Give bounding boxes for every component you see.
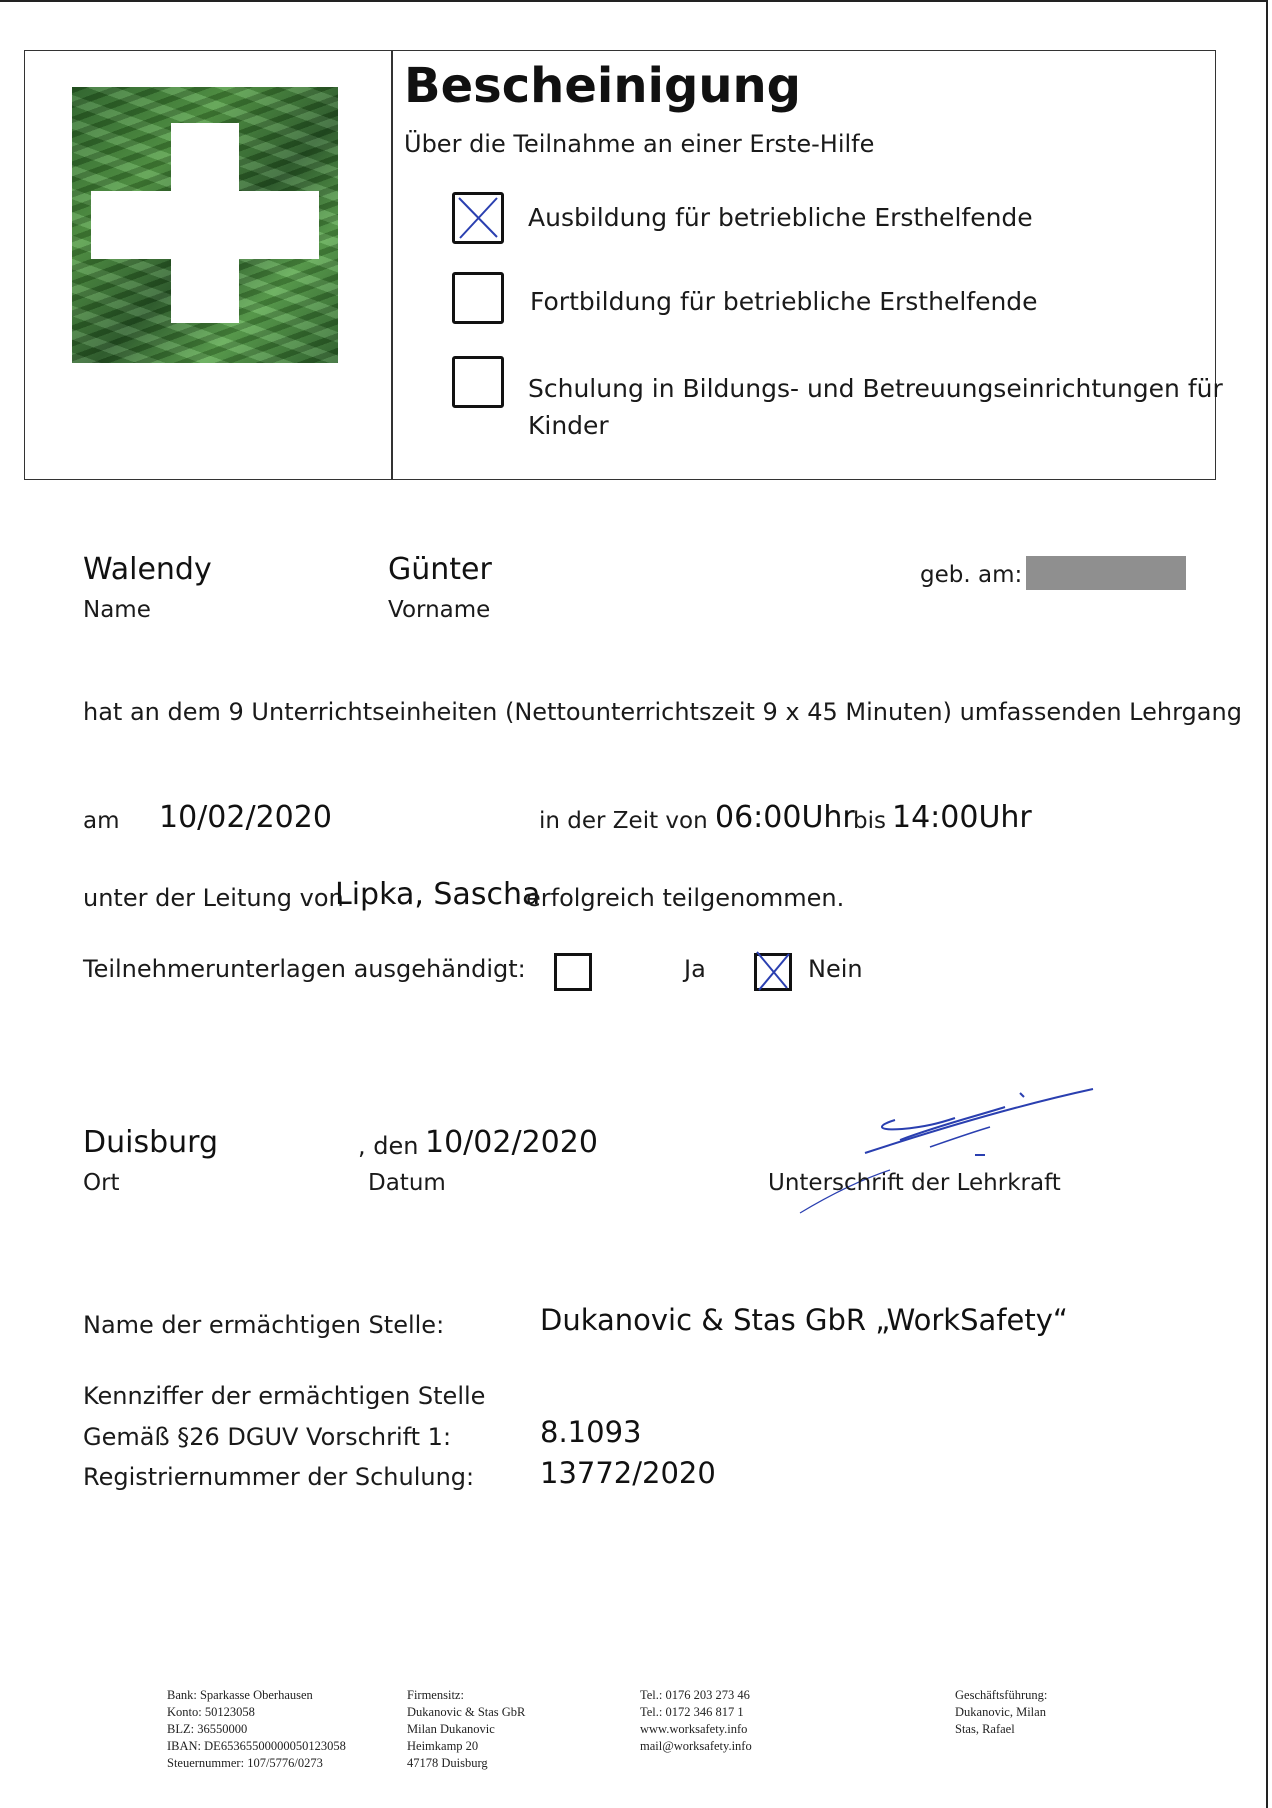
materials-yes-checkbox[interactable] [554, 953, 592, 991]
name-label: Name [83, 597, 151, 623]
date-am-label: am [83, 808, 120, 834]
registration-label: Registriernummer der Schulung: [83, 1463, 475, 1491]
check-x-mark-icon [455, 195, 501, 241]
checkbox-fortbildung[interactable] [452, 272, 504, 324]
footer-bank: Bank: Sparkasse Oberhausen Konto: 50123058 BLZ: 36550000 IBAN: DE65365500000050123058 Steuernummer: 107/5776/0273 [167, 1688, 346, 1770]
footer-management: Geschäftsführung: Dukanovic, Milan Stas, Rafael [955, 1688, 1048, 1736]
subtitle: Über die Teilnahme an einer Erste-Hilfe [404, 130, 875, 158]
signature-label: Unterschrift der Lehrkraft [768, 1170, 1061, 1196]
firstname-value: Günter [388, 552, 492, 587]
footer-contact: Tel.: 0176 203 273 46 Tel.: 0172 346 817 1 www.worksafety.info mail@worksafety.info [640, 1688, 752, 1753]
materials-no-label: Nein [808, 955, 863, 983]
materials-yes-label: Ja [684, 955, 706, 983]
leader-prefix: unter der Leitung von [83, 884, 344, 912]
date-label: Datum [368, 1170, 446, 1196]
option-fortbildung-label: Fortbildung für betriebliche Ersthelfende [530, 287, 1038, 316]
footer-company: Firmensitz: Dukanovic & Stas GbR Milan Dukanovic Heimkamp 20 47178 Duisburg [407, 1688, 526, 1770]
first-aid-cross-icon [72, 87, 338, 363]
registration-value: 13772/2020 [540, 1456, 716, 1490]
authority-name-label: Name der ermächtigen Stelle: [83, 1311, 445, 1339]
time-to: 14:00Uhr [892, 800, 1032, 835]
authority-name-value: Dukanovic & Stas GbR „WorkSafety“ [540, 1303, 1068, 1337]
option-ausbildung-label: Ausbildung für betriebliche Ersthelfende [528, 203, 1033, 232]
checkbox-schulung[interactable] [452, 356, 504, 408]
date-prefix: , den [358, 1132, 419, 1160]
course-date: 10/02/2020 [159, 800, 332, 835]
materials-no-checkbox[interactable] [754, 953, 792, 991]
signature-date: 10/02/2020 [425, 1125, 598, 1160]
firstname-label: Vorname [388, 597, 491, 623]
authority-code-label-1: Kennziffer der ermächtigen Stelle [83, 1382, 486, 1410]
birthdate-label: geb. am: [920, 562, 1023, 588]
birthdate-redacted [1026, 556, 1186, 590]
authority-code-value: 8.1093 [540, 1415, 642, 1449]
name-value: Walendy [83, 552, 212, 587]
materials-label: Teilnehmerunterlagen ausgehändigt: [83, 955, 526, 983]
leader-name: Lipka, Sascha [335, 877, 541, 912]
course-sentence: hat an dem 9 Unterrichtseinheiten (Nettounterrichtszeit 9 x 45 Minuten) umfassenden Lehrgang [83, 698, 1242, 726]
time-bis: bis [853, 808, 886, 834]
authority-code-label-2: Gemäß §26 DGUV Vorschrift 1: [83, 1423, 452, 1451]
check-x-mark-icon [755, 948, 791, 994]
leader-suffix: erfolgreich teilgenommen. [526, 884, 845, 912]
page-title: Bescheinigung [404, 58, 802, 114]
option-schulung-label: Schulung in Bildungs- und Betreuungseinrichtungen für Kinder [528, 374, 1223, 440]
time-from: 06:00Uhr [715, 800, 855, 835]
time-prefix: in der Zeit von [539, 808, 708, 834]
header-divider [391, 51, 393, 479]
place-label: Ort [83, 1170, 120, 1196]
checkbox-ausbildung[interactable] [452, 192, 504, 244]
place-value: Duisburg [83, 1125, 218, 1160]
